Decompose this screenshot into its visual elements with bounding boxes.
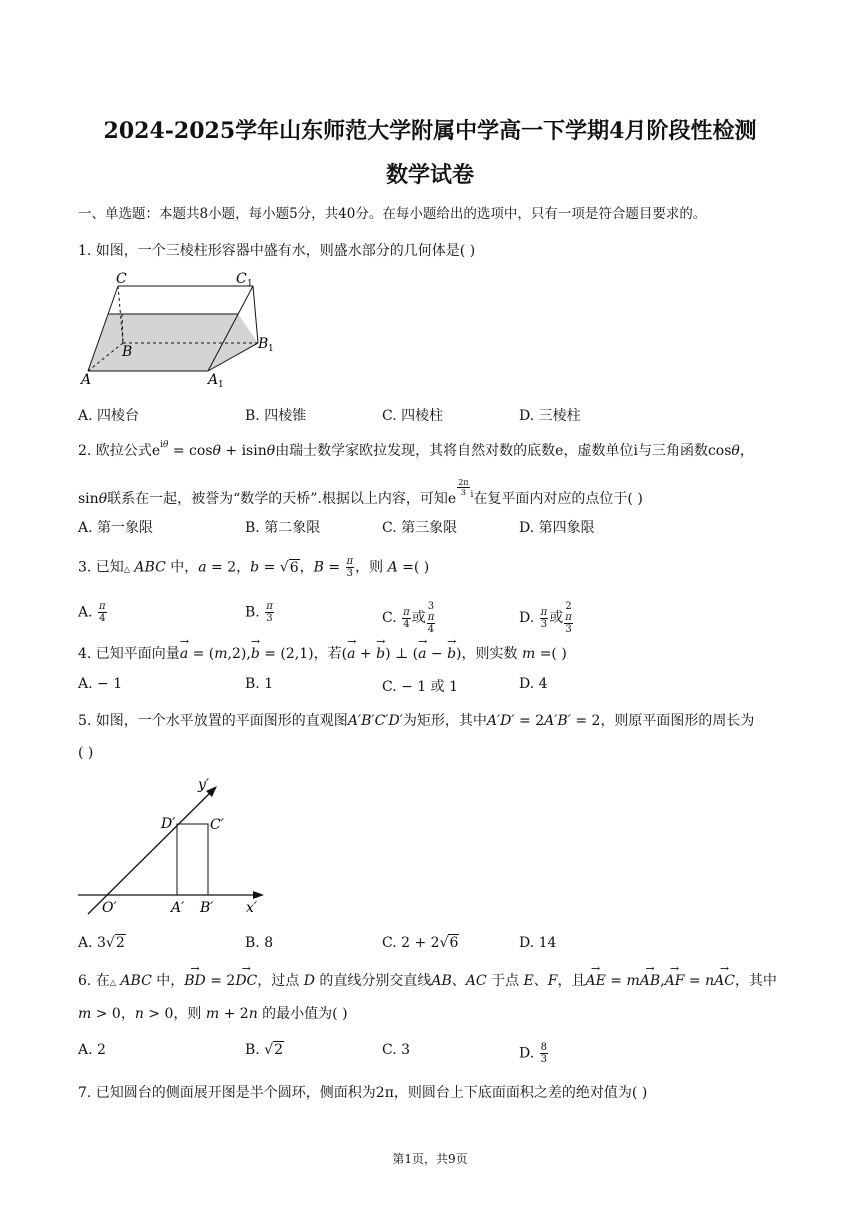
q1-label-C1-sub: 1 (247, 279, 253, 289)
q1-option-d: D. 三棱柱 (519, 408, 581, 424)
q2-option-b: B. 第二象限 (245, 520, 321, 536)
q2-line2: sinθ联系在一起，被誉为“数学的天桥”.根据以上内容，可知e $\frac{2\pi}{3}$ $^i$在复平面内对应的点位于( ) (78, 478, 643, 507)
q5-option-a: A. 3√2 (78, 935, 125, 951)
q3-option-c: C. $\frac{\pi}{4}$ 或 3 π 4 (382, 601, 435, 635)
q1-option-b: B. 四棱锥 (245, 408, 307, 424)
q2-option-c: C. 第三象限 (382, 520, 458, 536)
q5-option-d: D. 14 (519, 935, 557, 951)
q4-option-c: C. − 1 或 1 (382, 679, 459, 695)
q5-option-c: C. 2 + 2√6 (382, 935, 459, 951)
q6-line1: 6. 在△ ABC 中，→ BD = 2→ DC，过点 D 的直线分别交直线AB、AC 于点 E、F，且→ AE = m→ AB,→ AF = n→ AC，其中 (78, 970, 777, 990)
q1-label-A1-sub: 1 (218, 380, 224, 390)
q2-option-d: D. 第四象限 (519, 520, 595, 536)
q2-option-a: A. 第一象限 (78, 520, 154, 536)
q5-label-A: A′ (171, 900, 185, 916)
q3-option-d: D. $\frac{\pi}{3}$ 或 2 π 3 (519, 601, 572, 635)
page-footer: 第1页，共9页 (392, 1152, 468, 1166)
q4-option-b: B. 1 (245, 676, 274, 692)
q5-label-B: B′ (200, 900, 214, 916)
q5-line2: ( ) (78, 745, 94, 761)
q6-option-c: C. 3 (382, 1042, 411, 1058)
q1-label-B1-sub: 1 (268, 344, 274, 354)
q6-option-d: D. $\frac{8}{3}$ (519, 1042, 548, 1065)
section-heading: 一、单选题：本题共8小题，每小题5分，共40分。在每小题给出的选项中，只有一项是符合题目要求的。 (78, 206, 707, 222)
q6-line2: m > 0，n > 0，则 m + 2n 的最小值为( ) (78, 1006, 348, 1022)
q1-label-B: B (122, 344, 133, 360)
q4-stem: 4. 已知平面向量→ a = (m,2),→ b = (2,1)，若(→ a + → b) ⊥ (→ a − → b)，则实数 m =( ) (78, 643, 567, 663)
q6-option-a: A. 2 (78, 1042, 106, 1058)
q5-label-D: D′ (161, 816, 176, 832)
q3-option-a: A. $\frac{\pi}{4}$ (78, 601, 106, 624)
q1-label-A: A (81, 372, 92, 388)
q5-figure (78, 772, 278, 922)
q1-figure (78, 268, 278, 390)
q3-option-b: B. $\frac{\pi}{3}$ (245, 601, 273, 624)
q5-label-C: C′ (210, 817, 224, 833)
q5-label-x: x′ (246, 900, 258, 916)
q1-label-B1: B (258, 336, 269, 352)
q1-label-A1: A (208, 372, 219, 388)
title-line1: 2024-2025学年山东师范大学附属中学高一下学期4月阶段性检测 (103, 118, 757, 144)
q2-line1: 2. 欧拉公式$e^{i\theta} = \cos\theta + isin\theta$由瑞士数学家欧拉发现，其将自然对数的底数e，虚数单位i与三角函数cosθ， (78, 440, 754, 459)
q5-label-O: O′ (102, 900, 117, 916)
q4-option-a: A. − 1 (78, 676, 123, 692)
q4-option-d: D. 4 (519, 676, 548, 692)
q1-label-C: C (116, 271, 127, 287)
q7-stem: 7. 已知圆台的侧面展开图是半个圆环，侧面积为2π，则圆台上下底面面积之差的绝对值为( ) (78, 1085, 648, 1101)
title-line2: 数学试卷 (385, 162, 474, 188)
q1-stem: 1. 如图，一个三棱柱形容器中盛有水，则盛水部分的几何体是( ) (78, 243, 476, 259)
q5-option-b: B. 8 (245, 935, 274, 951)
q3-stem: 3. 已知△ ABC 中，a = 2，b = √6，B = $\frac{\pi}{3}$ ，则 A =( ) (78, 556, 430, 579)
q1-option-a: A. 四棱台 (78, 408, 140, 424)
q1-option-c: C. 四棱柱 (382, 408, 444, 424)
q1-label-C1: C (236, 271, 247, 287)
q5-label-y: y′ (198, 777, 210, 793)
q5-line1: 5. 如图，一个水平放置的平面图形的直观图A′B′C′D′为矩形，其中A′D′ = 2A′B′ = 2，则原平面图形的周长为 (78, 713, 755, 729)
q6-option-b: B. √2 (245, 1042, 284, 1058)
